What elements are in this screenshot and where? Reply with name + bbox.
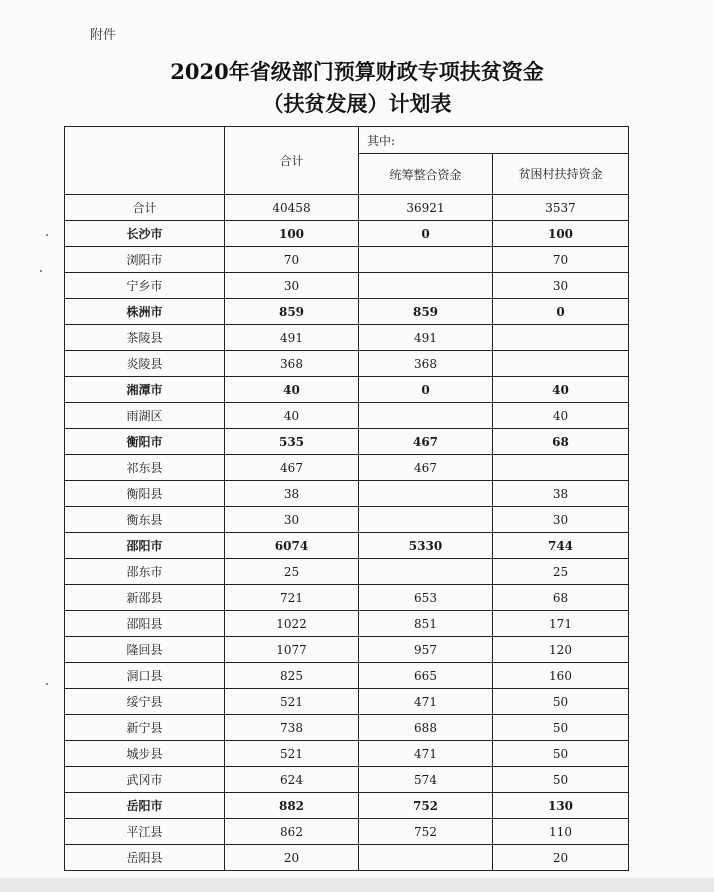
integrated-cell: 467	[359, 455, 493, 481]
table-row	[65, 793, 629, 819]
integrated-cell: 859	[359, 299, 493, 325]
table-row	[65, 559, 629, 585]
integrated-cell: 653	[359, 585, 493, 611]
region-cell: 衡阳县	[65, 481, 225, 507]
total-cell: 100	[225, 221, 359, 247]
table-row	[65, 715, 629, 741]
table-row	[65, 195, 629, 221]
village-cell: 3537	[493, 195, 629, 221]
region-cell: 隆回县	[65, 637, 225, 663]
total-cell: 624	[225, 767, 359, 793]
header-region-cell	[65, 127, 225, 195]
total-cell: 859	[225, 299, 359, 325]
integrated-cell: 36921	[359, 195, 493, 221]
region-cell: 株洲市	[65, 299, 225, 325]
integrated-cell: 688	[359, 715, 493, 741]
village-cell: 50	[493, 715, 629, 741]
integrated-cell	[359, 507, 493, 533]
village-cell	[493, 351, 629, 377]
region-cell: 武冈市	[65, 767, 225, 793]
village-cell	[493, 455, 629, 481]
table-row	[65, 611, 629, 637]
integrated-cell: 491	[359, 325, 493, 351]
scan-speck	[46, 234, 48, 236]
funding-plan-table	[64, 126, 629, 871]
region-cell: 邵阳县	[65, 611, 225, 637]
region-cell: 湘潭市	[65, 377, 225, 403]
table-row	[65, 221, 629, 247]
total-cell: 40	[225, 403, 359, 429]
table-row	[65, 429, 629, 455]
total-cell: 721	[225, 585, 359, 611]
integrated-cell	[359, 559, 493, 585]
total-cell: 30	[225, 507, 359, 533]
integrated-cell	[359, 481, 493, 507]
integrated-cell: 471	[359, 741, 493, 767]
region-cell: 邵阳市	[65, 533, 225, 559]
region-cell: 茶陵县	[65, 325, 225, 351]
integrated-cell: 368	[359, 351, 493, 377]
total-cell: 40458	[225, 195, 359, 221]
village-cell: 30	[493, 507, 629, 533]
village-cell: 38	[493, 481, 629, 507]
total-cell: 25	[225, 559, 359, 585]
integrated-cell: 0	[359, 377, 493, 403]
table-row	[65, 455, 629, 481]
total-cell: 491	[225, 325, 359, 351]
region-cell: 岳阳市	[65, 793, 225, 819]
table-row	[65, 377, 629, 403]
table-row	[65, 247, 629, 273]
table-row	[65, 689, 629, 715]
table-row	[65, 819, 629, 845]
total-cell: 882	[225, 793, 359, 819]
region-cell: 新宁县	[65, 715, 225, 741]
integrated-cell	[359, 273, 493, 299]
table-header-row	[65, 127, 629, 154]
table-row	[65, 273, 629, 299]
table-row	[65, 767, 629, 793]
total-cell: 70	[225, 247, 359, 273]
total-cell: 38	[225, 481, 359, 507]
region-cell: 绥宁县	[65, 689, 225, 715]
region-cell: 浏阳市	[65, 247, 225, 273]
region-cell: 长沙市	[65, 221, 225, 247]
table-row	[65, 845, 629, 871]
total-cell: 825	[225, 663, 359, 689]
village-cell: 68	[493, 585, 629, 611]
village-cell: 40	[493, 403, 629, 429]
table-row	[65, 585, 629, 611]
village-cell: 70	[493, 247, 629, 273]
region-cell: 衡阳市	[65, 429, 225, 455]
integrated-cell: 665	[359, 663, 493, 689]
region-cell: 平江县	[65, 819, 225, 845]
table-row	[65, 481, 629, 507]
region-cell: 合计	[65, 195, 225, 221]
total-cell: 535	[225, 429, 359, 455]
total-cell: 30	[225, 273, 359, 299]
village-cell: 30	[493, 273, 629, 299]
integrated-cell: 0	[359, 221, 493, 247]
region-cell: 宁乡市	[65, 273, 225, 299]
village-cell: 130	[493, 793, 629, 819]
total-cell: 862	[225, 819, 359, 845]
integrated-cell: 957	[359, 637, 493, 663]
region-cell: 新邵县	[65, 585, 225, 611]
region-cell: 邵东市	[65, 559, 225, 585]
village-cell: 0	[493, 299, 629, 325]
total-cell: 521	[225, 689, 359, 715]
total-cell: 521	[225, 741, 359, 767]
header-total: 合计	[225, 127, 359, 195]
total-cell: 738	[225, 715, 359, 741]
total-cell: 20	[225, 845, 359, 871]
village-cell: 171	[493, 611, 629, 637]
village-cell	[493, 325, 629, 351]
table-row	[65, 299, 629, 325]
table-row	[65, 507, 629, 533]
scan-speck	[46, 683, 48, 685]
table-row	[65, 403, 629, 429]
village-cell: 68	[493, 429, 629, 455]
table-row	[65, 663, 629, 689]
document-title-line1: 2020年省级部门预算财政专项扶贫资金	[170, 59, 544, 84]
village-cell: 20	[493, 845, 629, 871]
region-cell: 炎陵县	[65, 351, 225, 377]
integrated-cell: 5330	[359, 533, 493, 559]
village-cell: 120	[493, 637, 629, 663]
header-of-which: 其中:	[359, 127, 629, 154]
region-cell: 岳阳县	[65, 845, 225, 871]
table-row	[65, 325, 629, 351]
scan-speck	[40, 270, 42, 272]
integrated-cell: 752	[359, 819, 493, 845]
integrated-cell: 752	[359, 793, 493, 819]
village-cell: 100	[493, 221, 629, 247]
village-cell: 160	[493, 663, 629, 689]
integrated-cell: 467	[359, 429, 493, 455]
table-row	[65, 741, 629, 767]
total-cell: 368	[225, 351, 359, 377]
region-cell: 雨湖区	[65, 403, 225, 429]
header-integrated-funds: 统筹整合资金	[359, 154, 493, 195]
integrated-cell	[359, 247, 493, 273]
total-cell: 40	[225, 377, 359, 403]
village-cell: 744	[493, 533, 629, 559]
document-title-line2: （扶贫发展）计划表	[262, 91, 452, 116]
total-cell: 467	[225, 455, 359, 481]
total-cell: 1077	[225, 637, 359, 663]
region-cell: 洞口县	[65, 663, 225, 689]
table-row	[65, 351, 629, 377]
region-cell: 城步县	[65, 741, 225, 767]
integrated-cell	[359, 403, 493, 429]
total-cell: 1022	[225, 611, 359, 637]
village-cell: 25	[493, 559, 629, 585]
region-cell: 祁东县	[65, 455, 225, 481]
header-poor-village-funds: 贫困村扶持资金	[493, 154, 629, 195]
attachment-label: 附件	[90, 28, 117, 43]
integrated-cell: 471	[359, 689, 493, 715]
village-cell: 40	[493, 377, 629, 403]
table-row	[65, 637, 629, 663]
village-cell: 50	[493, 741, 629, 767]
integrated-cell	[359, 845, 493, 871]
integrated-cell: 851	[359, 611, 493, 637]
village-cell: 110	[493, 819, 629, 845]
village-cell: 50	[493, 689, 629, 715]
scan-bottom-edge	[0, 878, 714, 892]
total-cell: 6074	[225, 533, 359, 559]
village-cell: 50	[493, 767, 629, 793]
integrated-cell: 574	[359, 767, 493, 793]
region-cell: 衡东县	[65, 507, 225, 533]
table-row	[65, 533, 629, 559]
